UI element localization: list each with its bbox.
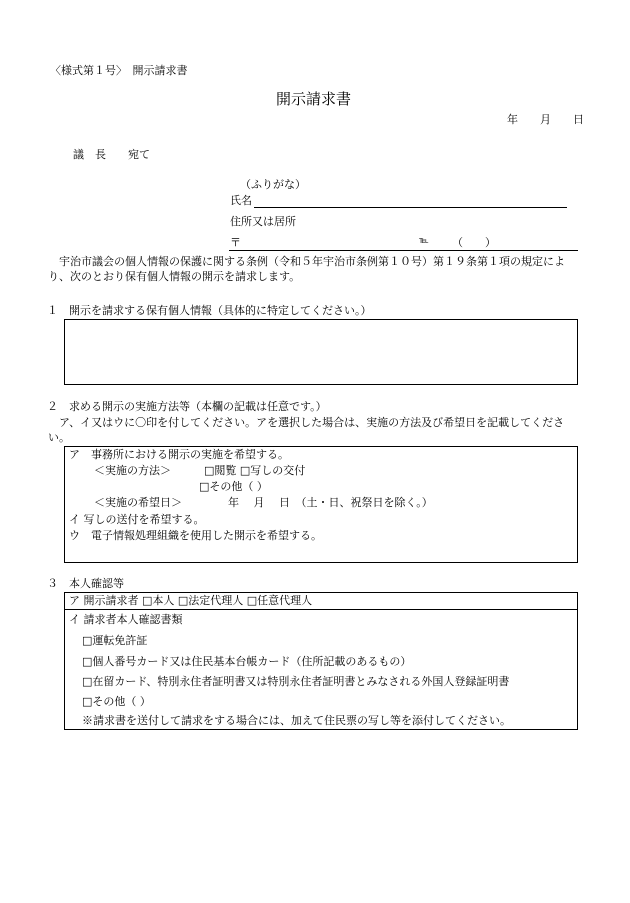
section3-heading: ３ 本人確認等 <box>47 577 124 590</box>
option-c[interactable]: ウ 電子情報処理組織を使用した開示を希望する。 <box>69 529 322 542</box>
tel-label: ℡ <box>419 236 429 246</box>
id-doc-option[interactable]: □その他（ ） <box>82 695 151 708</box>
date-line: 年 月 日 <box>507 113 584 126</box>
id-doc-option[interactable]: □在留カード、特別永住者証明書又は特別永住者証明書とみなされる外国人登録証明書 <box>82 675 510 688</box>
section2-heading: ２ 求める開示の実施方法等（本欄の記載は任意です。） <box>47 400 327 413</box>
section2-note: ア、イ又はウに〇印を付してください。アを選択した場合は、実施の方法及び希望日を記載してください。 <box>48 416 565 444</box>
form-number-label: 〈様式第１号〉 開示請求書 <box>50 64 188 77</box>
address-label: 住所又は居所 <box>230 215 296 228</box>
method-label: ＜実施の方法＞ <box>94 464 171 477</box>
requester-type[interactable]: ア 開示請求者 □本人 □法定代理人 □任意代理人 <box>69 594 313 607</box>
page-title: 開示請求書 <box>276 90 352 108</box>
option-a[interactable]: ア 事務所における開示の実施を希望する。 <box>69 448 289 461</box>
id-doc-option[interactable]: □個人番号カード又は住民基本台帳カード（住所記載のあるもの） <box>82 655 412 668</box>
tel-paren: （ ） <box>452 236 496 249</box>
section1-heading: １ 開示を請求する保有個人情報（具体的に特定してください。） <box>47 304 372 317</box>
furigana-label: （ふりがな） <box>240 178 306 191</box>
name-field[interactable] <box>254 207 567 208</box>
method-options[interactable]: □閲覧 □写しの交付 <box>204 464 306 477</box>
id-doc-option[interactable]: □運転免許証 <box>82 634 148 647</box>
intro-paragraph: 宇治市議会の個人情報の保護に関する条例（令和５年宇治市条例第１０号）第１９条第１項の規定により、次のとおり保有個人情報の開示を請求します。 <box>48 255 565 283</box>
address-field[interactable] <box>229 250 578 251</box>
preferred-date-label: ＜実施の希望日＞ <box>94 496 182 509</box>
postal-mark: 〒 <box>230 236 241 249</box>
method-other[interactable]: □その他（ ） <box>199 480 268 493</box>
preferred-date-value[interactable]: 年 月 日 （土・日、祝祭日を除く。） <box>228 496 433 509</box>
requested-info-box[interactable] <box>64 319 578 385</box>
option-b[interactable]: イ 写しの送付を希望する。 <box>69 513 205 526</box>
id-docs-heading: イ 請求者本人確認書類 <box>69 613 183 626</box>
id-docs-footnote: ※請求書を送付して請求をする場合には、加えて住民票の写し等を添付してください。 <box>82 714 511 727</box>
addressee: 議 長 宛て <box>73 148 150 161</box>
identity-divider <box>64 609 578 610</box>
name-label: 氏名 <box>230 194 252 207</box>
